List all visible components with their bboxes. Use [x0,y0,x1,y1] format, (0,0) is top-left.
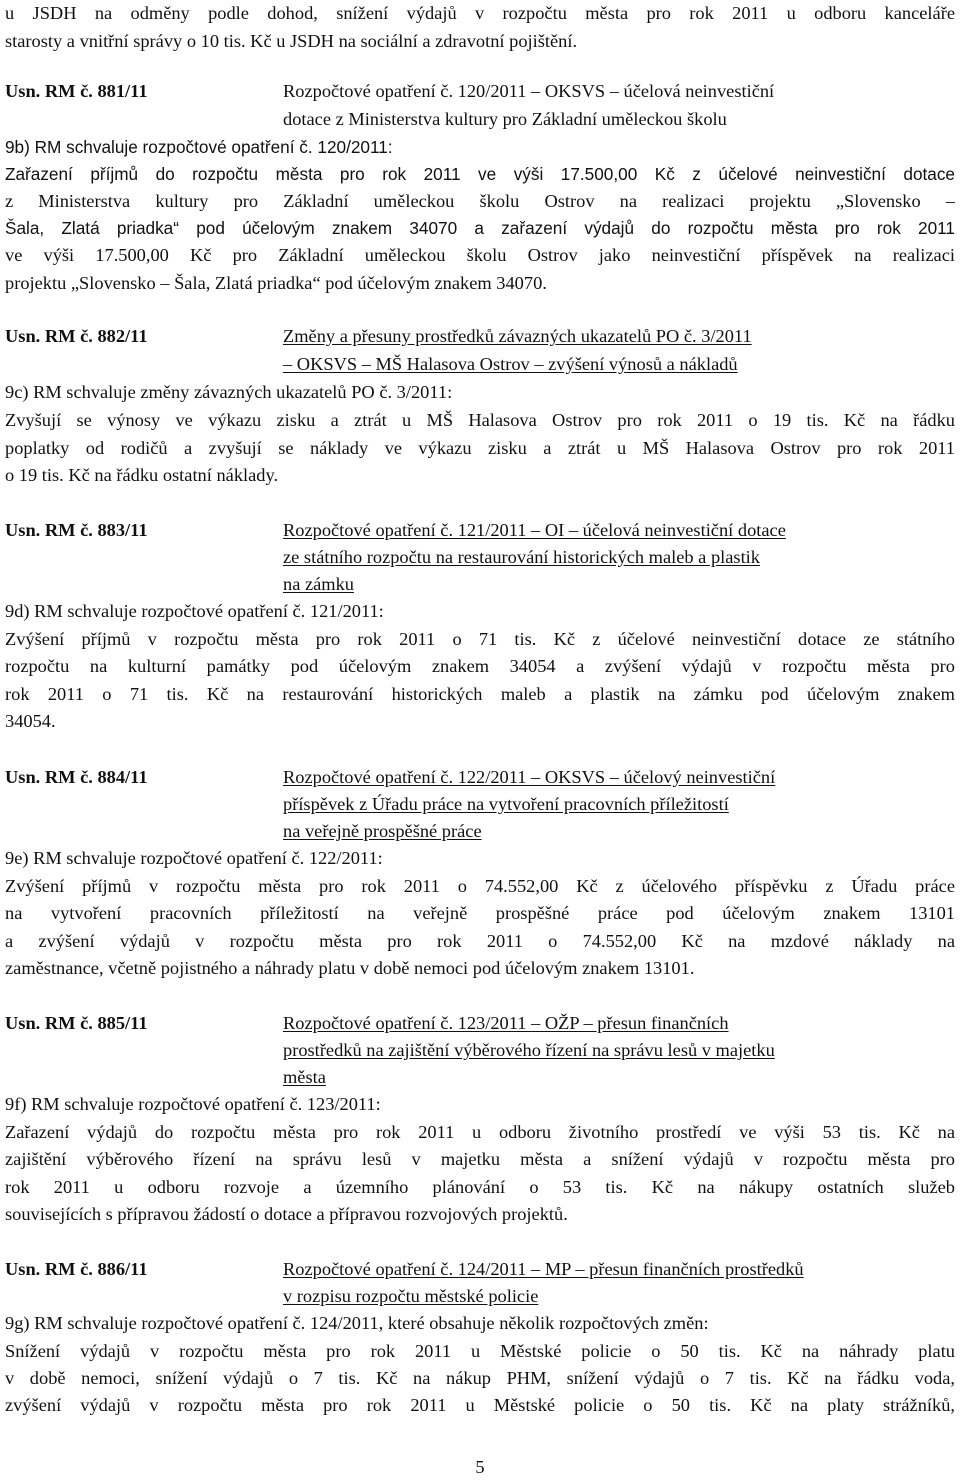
paragraph-line: 34054. [5,711,56,731]
resolution-title: Rozpočtové opatření č. 122/2011 – OKSVS – účelový neinvestiční [283,767,776,787]
resolution-title: příspěvek z Úřadu práce na vytvoření pracovních příležitostí [283,794,729,814]
paragraph-line: zaměstnance, včetně pojistného a náhrady platu v době nemoci pod účelovým znakem 13101. [5,958,695,978]
paragraph-line: zajištění výběrového řízení na správu lesů v majetku města a snížení výdajů v rozpočtu města pro [5,1149,955,1169]
paragraph-line: Snížení výdajů v rozpočtu města pro rok 2011 u Městské policie o 50 tis. Kč na náhrady platu [5,1341,955,1361]
paragraph-line: rok 2011 u odboru rozvoje a územního plánování o 53 tis. Kč na nákupy ostatních služeb [5,1177,955,1197]
resolution-number: Usn. RM č. 884/11 [5,767,148,787]
paragraph-line: Zařazení výdajů do rozpočtu města pro rok 2011 u odboru životního prostředí ve výši 53 tis. Kč na [5,1122,955,1142]
paragraph-line: u JSDH na odměny podle dohod, snížení výdajů v rozpočtu města pro rok 2011 u odboru kanceláře [5,3,955,23]
resolution-heading: 9d) RM schvaluje rozpočtové opatření č. 121/2011: [5,601,384,621]
resolution-title: na zámku [283,574,354,594]
paragraph-line: starosty a vnitřní správy o 10 tis. Kč u JSDH na sociální a zdravotní pojištění. [5,31,578,51]
paragraph-line [5,161,955,187]
paragraph-line: v době nemoci, snížení výdajů o 7 tis. Kč na nákup PHM, snížení výdajů o 7 tis. Kč na řádku voda, [5,1368,955,1388]
page-number: 5 [475,1457,485,1477]
resolution-title: – OKSVS – MŠ Halasova Ostrov – zvýšení výnosů a nákladů [283,354,738,374]
resolution-number: Usn. RM č. 885/11 [5,1013,148,1033]
resolution-number: Usn. RM č. 881/11 [5,81,148,101]
resolution-heading: 9b) RM schvaluje rozpočtové opatření č. 120/2011: [5,137,393,157]
paragraph-line: souvisejících s přípravou žádostí o dotace a přípravou rozvojových projektů. [5,1204,568,1224]
paragraph-line: z Ministerstva kultury pro Základní uměleckou školu Ostrov na realizaci projektu „Slovensko – [5,191,955,211]
resolution-heading: 9f) RM schvaluje rozpočtové opatření č. 123/2011: [5,1094,381,1114]
paragraph-line: ve výši 17.500,00 Kč pro Základní uměleckou školu Ostrov jako neinvestiční příspěvek na realizaci [5,245,955,265]
resolution-number: Usn. RM č. 883/11 [5,520,148,540]
resolution-title: prostředků na zajištění výběrového řízení na správu lesů v majetku [283,1040,775,1060]
resolution-number: Usn. RM č. 882/11 [5,326,148,346]
resolution-heading: 9e) RM schvaluje rozpočtové opatření č. 122/2011: [5,848,383,868]
resolution-title: Rozpočtové opatření č. 124/2011 – MP – přesun finančních prostředků [283,1259,804,1279]
paragraph-line: Zvýšení příjmů v rozpočtu města pro rok 2011 o 74.552,00 Kč z účelového příspěvku z Úřadu práce [5,876,955,896]
resolution-title: dotace z Ministerstva kultury pro Základní uměleckou školu [283,109,727,129]
resolution-title: v rozpisu rozpočtu městské policie [283,1286,539,1306]
paragraph-line: projektu „Slovensko – Šala, Zlatá priadka“ pod účelovým znakem 34070. [5,273,547,293]
paragraph-line: zvýšení výdajů v rozpočtu města pro rok 2011 u Městské policie o 50 tis. Kč na platy strážníků, [5,1395,955,1415]
resolution-heading: 9c) RM schvaluje změny závazných ukazatelů PO č. 3/2011: [5,382,453,402]
resolution-title: Rozpočtové opatření č. 123/2011 – OŽP – přesun finančních [283,1013,729,1033]
resolution-title: na veřejně prospěšné práce [283,821,482,841]
paragraph-line: poplatky od rodičů a zvyšují se náklady ve výkazu zisku a ztrát u MŠ Halasova Ostrov pro rok 2011 [5,438,955,458]
paragraph-line: o 19 tis. Kč na řádku ostatní náklady. [5,465,279,485]
resolution-number: Usn. RM č. 886/11 [5,1259,148,1279]
paragraph-line: Zvyšují se výnosy ve výkazu zisku a ztrát u MŠ Halasova Ostrov pro rok 2011 o 19 tis. Kč na řádku [5,410,955,430]
resolution-title: ze státního rozpočtu na restaurování historických maleb a plastik [283,547,760,567]
resolution-title: města [283,1067,326,1087]
paragraph-line: a zvýšení výdajů v rozpočtu města pro rok 2011 o 74.552,00 Kč na mzdové náklady na [5,931,955,951]
paragraph-line: rozpočtu na kulturní památky pod účelovým znakem 34054 a zvýšení výdajů v rozpočtu města pro [5,656,955,676]
paragraph-line-sans: Zařazení příjmů do rozpočtu města pro rok 2011 ve výši 17.500,00 Kč z účelové neinvestiční dotace [5,164,955,184]
resolution-title: Rozpočtové opatření č. 120/2011 – OKSVS – účelová neinvestiční [283,81,775,101]
resolution-title: Rozpočtové opatření č. 121/2011 – OI – účelová neinvestiční dotace [283,520,786,540]
resolution-heading: 9g) RM schvaluje rozpočtové opatření č. 124/2011, které obsahuje několik rozpočtových změn: [5,1313,709,1333]
paragraph-line: Šala, Zlatá priadka“ pod účelovým znakem 34070 a zařazení výdajů do rozpočtu města pro rok 2011 [5,218,955,238]
paragraph-line: Zvýšení příjmů v rozpočtu města pro rok 2011 o 71 tis. Kč z účelové neinvestiční dotace ze státního [5,629,955,649]
paragraph-line: rok 2011 o 71 tis. Kč na restaurování historických maleb a plastik na zámku pod účelovým znakem [5,684,955,704]
document-page [5,0,955,1476]
resolution-title: Změny a přesuny prostředků závazných ukazatelů PO č. 3/2011 [283,326,752,346]
paragraph-line: na vytvoření pracovních příležitostí na veřejně prospěšné práce pod účelovým znakem 13101 [5,903,955,923]
